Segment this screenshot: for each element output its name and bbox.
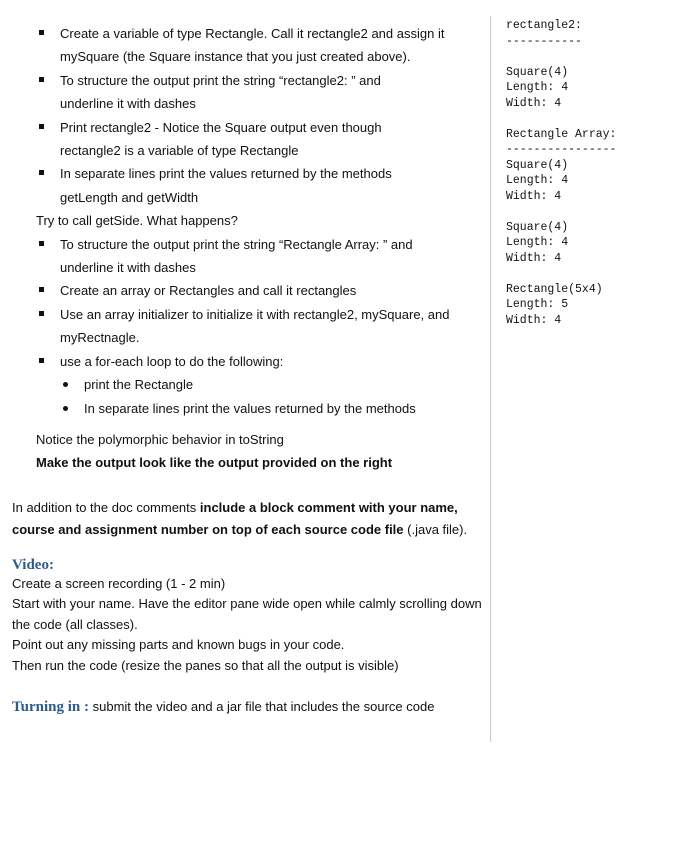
list-item: Use an array initializer to initialize it with rectangle2, mySquare, and myRectnagle. [12,303,480,350]
list-item: Print rectangle2 - Notice the Square output even though rectangle2 is a variable of type Rectangle [12,116,415,163]
turning-in-heading: Turning in : [12,699,89,716]
turning-in-text: submit the video and a jar file that includes the source code [89,699,435,715]
video-line: Start with your name. Have the editor pane wide open while calmly scrolling down the code (all classes). [12,596,482,632]
list-item: Create an array or Rectangles and call it rectangles [12,279,460,302]
output-line: Square(4) [506,65,569,79]
list-item: In separate lines print the values returned by the methods getLength and getWidth [12,162,420,209]
output-line: Rectangle(5x4) [506,282,603,296]
steps-list-b [12,233,490,373]
list-item: To structure the output print the string “rectangle2: ” and underline it with dashes [12,69,400,116]
video-line: Then run the code (resize the panes so that all the output is visible) [12,657,399,673]
list-item: use a for-each loop to do the following: [12,350,460,373]
output-gap [506,111,676,127]
notice-text: Notice the polymorphic behavior in toString [36,431,284,447]
turning-in-line [12,696,490,718]
make-output-text: Make the output look like the output provided on the right [36,455,393,471]
doc-comment-suffix: (.java file). [403,521,468,537]
output-gap [506,204,676,220]
doc-comment-bold: include a block comment with your name, course and assignment number on top of each source code file [12,499,458,537]
output-line: Square(4) [506,158,569,172]
video-line: Point out any missing parts and known bugs in your code. [12,637,345,653]
video-heading: Video: [12,556,54,573]
output-line: Square(4) [506,220,569,234]
output-line: Rectangle Array: [506,127,617,141]
steps-list-a [12,22,490,209]
output-line: Length: 5 [506,298,569,311]
output-line: Width: 4 [506,313,562,327]
sample-output [506,18,676,328]
list-item: Create a variable of type Rectangle. Call it rectangle2 and assign it mySquare (the Square instance that you just created above). [12,22,460,69]
output-gap [506,266,676,282]
list-item: To structure the output print the string “Rectangle Array: ” and underline it with dashes [12,233,420,280]
doc-comment-paragraph [12,497,482,541]
output-line: Length: 4 [506,236,569,249]
doc-comment-prefix: In addition to the doc comments [12,499,200,515]
loop-steps-list [12,373,490,420]
output-line: Length: 4 [506,174,569,187]
output-line: rectangle2: [506,19,582,32]
output-line: Length: 4 [506,81,569,94]
output-gap [506,49,676,65]
output-line: Width: 4 [506,189,562,203]
list-item: print the Rectangle [12,373,490,396]
output-line: Width: 4 [506,96,562,110]
output-line: ---------------- [506,143,617,156]
list-item: In separate lines print the values returned by the methods [12,397,490,420]
video-line: Create a screen recording (1 - 2 min) [12,575,226,591]
output-line: ----------- [506,34,582,48]
instructions-column [12,22,490,718]
try-note: Try to call getSide. What happens? [36,213,238,229]
output-line: Width: 4 [506,251,562,265]
column-divider [490,16,491,742]
